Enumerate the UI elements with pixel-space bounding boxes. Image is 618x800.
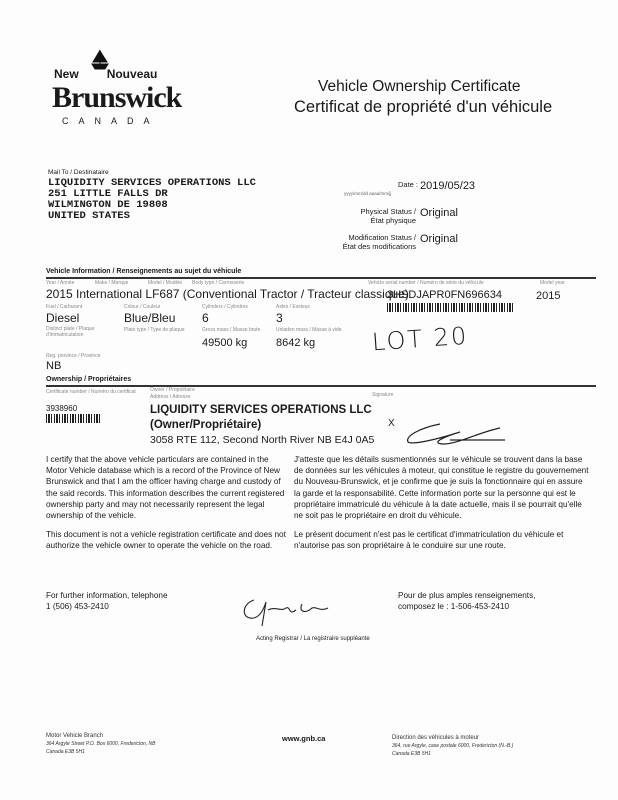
- fuel-value: Diesel: [46, 311, 80, 325]
- footer-left: Motor Vehicle Branch 364 Argyle Street P.O. Box 6000, Fredericton, NB Canada E3B 5H1: [46, 733, 156, 755]
- vin-barcode: [387, 303, 515, 312]
- divider: [46, 277, 596, 279]
- logo-brunswick: Brunswick: [52, 81, 182, 114]
- vin-value: 3HSDJAPR0FN696634: [387, 289, 502, 301]
- handwritten-lot-note: LOT 20: [371, 321, 470, 357]
- certification-text-fr: [294, 454, 590, 552]
- logo-canada: C A N A D A: [62, 116, 154, 126]
- unladen-mass-value: 8642 kg: [276, 337, 316, 349]
- plate-type-label: Plate type / Type de plaque: [124, 327, 185, 333]
- mail-to-line: 251 LITTLE FALLS DR: [48, 188, 168, 200]
- address-label: Address / Adresse: [150, 394, 191, 400]
- sign-marker: X: [388, 418, 395, 429]
- colour-label: Colour / Couleur: [124, 304, 161, 310]
- vehicle-section-title: Vehicle Information / Renseignements au sujet du véhicule: [46, 268, 242, 275]
- physical-status-label: Physical Status / État physique: [360, 207, 416, 225]
- registrar-title: Acting Registrar / La registraire suppléante: [256, 636, 370, 642]
- year-label: Year / Année: [46, 280, 75, 286]
- divider: [46, 385, 596, 387]
- model-year-label: Model year: [540, 280, 565, 286]
- logo-new: New: [54, 67, 79, 81]
- cylinders-label: Cylinders / Cylindres: [202, 304, 248, 310]
- fuel-label: Fuel / Carburant: [46, 304, 83, 310]
- footer-right: Direction des véhicules à moteur 364, rue Argyle, case postale 6000, Fredericton (N.-B.) Canada E3B 5H1: [392, 735, 514, 757]
- gross-mass-value: 49500 kg: [202, 337, 248, 349]
- ownership-section-title: Ownership / Propriétaires: [46, 376, 132, 383]
- owner-address: 3058 RTE 112, Second North River NB E4J 0A5: [150, 434, 375, 446]
- cert-barcode: [46, 414, 101, 423]
- body-label: Body type / Carrosserie: [192, 280, 245, 286]
- cylinders-value: 6: [202, 311, 209, 325]
- province-value: NB: [46, 360, 62, 372]
- title-en: Vehicle Ownership Certificate: [318, 78, 521, 95]
- unladen-mass-label: Unladen mass / Masse à vide: [276, 327, 342, 333]
- vehicle-description: 2015 International LF687 (Conventional Tractor / Tracteur classique): [46, 287, 409, 301]
- date-format: yyyy/mm/dd aaaa/mm/jj: [344, 191, 392, 196]
- owner-name: LIQUIDITY SERVICES OPERATIONS LLC: [150, 404, 372, 416]
- owner-block: [150, 403, 372, 433]
- phone-fr: Pour de plus amples renseignements, composez le : 1-506-453-2410: [398, 591, 536, 612]
- cert-number-label: Certificate number / Numéro du certificat: [46, 389, 136, 395]
- registrar-signature: [236, 590, 336, 630]
- certification-paragraph-en: I certify that the above vehicle particulars are contained in the Motor Vehicle database which is a record of the Province of New Brunswick and that I am the officer having charge and custody of the said records. This information describes the current registered ownership party and may not necessarily represent the legal ownership of the vehicle.: [46, 455, 285, 521]
- mail-to-line: WILMINGTON DE 19808: [48, 199, 168, 211]
- signature-label: Signature: [372, 392, 394, 398]
- mail-to-label: Mail To / Destinataire: [48, 169, 109, 176]
- nb-logo: [48, 54, 198, 134]
- owner-signature: [400, 418, 510, 448]
- vin-label: Vehicle serial number / Numéro de série du véhicule: [368, 280, 484, 286]
- model-label: Model / Modèle: [148, 280, 183, 286]
- axles-label: Axles / Essieux: [276, 304, 310, 310]
- gross-mass-label: Gross mass / Masse brute: [202, 327, 261, 333]
- mail-to-address: [48, 178, 256, 222]
- date-value: 2019/05/23: [420, 180, 476, 192]
- physical-status-value: Original: [420, 207, 458, 219]
- phone-en: For further information, telephone 1 (506) 453-2410: [46, 591, 168, 612]
- modification-status-value: Original: [420, 233, 458, 245]
- modification-status-label: Modification Status / État des modifications: [342, 233, 416, 251]
- make-label: Make / Marque: [95, 280, 129, 286]
- plate-label: Distinct plate / Plaque d'immatriculation: [46, 326, 95, 338]
- logo-nouveau: Nouveau: [106, 67, 158, 81]
- cert-number: 3938960: [46, 404, 78, 413]
- mail-to-line: LIQUIDITY SERVICES OPERATIONS LLC: [48, 177, 256, 189]
- certification-paragraph-fr: Le présent document n'est pas le certificat d'immatriculation du véhicule et n'autorise pas son propriétaire à le conduire sur une route.: [294, 530, 564, 551]
- colour-value: Blue/Bleu: [124, 311, 176, 325]
- owner-role: (Owner/Propriétaire): [150, 419, 262, 431]
- model-year-value: 2015: [536, 290, 561, 302]
- certification-paragraph-en: This document is not a vehicle registration certificate and does not authorize the vehicle owner to operate the vehicle on the road.: [46, 530, 286, 551]
- title-fr: Certificat de propriété d'un véhicule: [294, 98, 553, 116]
- certification-paragraph-fr: J'atteste que les détails susmentionnés sur le véhicule se trouvent dans la base de données sur les véhicules à moteur, qui constitue le registre du gouvernement du Nouveau-Brunswick, et je confirme que je suis la fonctionnaire qui en assure la garde et la responsabilité. Cette information porte sur la personne qui est le propriétaire immatriculé du véhicule à la date actuelle, mais il se pourrait qu'elle ne soit pas le propriétaire en droit du véhicule.: [294, 455, 589, 521]
- certification-text-en: [46, 454, 286, 552]
- date-label: Date :: [398, 180, 419, 189]
- website-link[interactable]: www.gnb.ca: [282, 734, 326, 743]
- mail-to-line: UNITED STATES: [48, 210, 130, 222]
- province-label: Reg. province / Province: [46, 353, 101, 359]
- axles-value: 3: [276, 311, 283, 325]
- owner-label: Owner / Propriétaire: [150, 387, 195, 393]
